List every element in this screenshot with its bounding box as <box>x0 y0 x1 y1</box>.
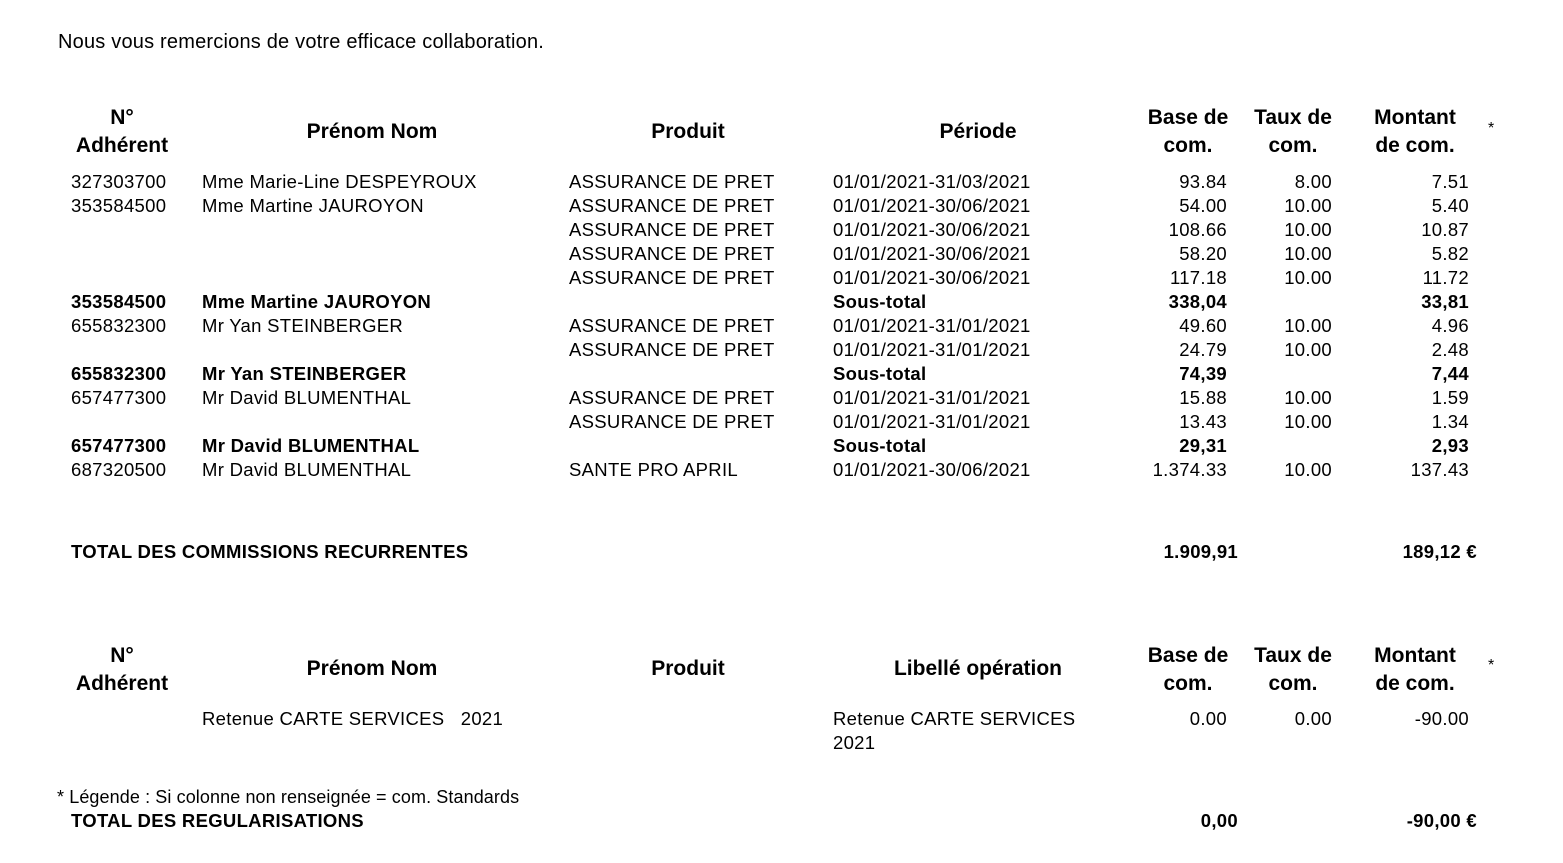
header2-base <box>1136 642 1240 698</box>
cell-montant: 7,44 <box>1431 363 1469 384</box>
cell-taux: 10.00 <box>1284 219 1332 240</box>
cell-base: 74,39 <box>1179 363 1227 384</box>
total-regularisations-base: 0,00 <box>1200 810 1238 831</box>
header-taux <box>1243 104 1343 160</box>
cell-taux: 8.00 <box>1294 171 1332 192</box>
cell-produit: SANTE PRO APRIL <box>569 459 738 480</box>
header-base-line1: Base de <box>1147 106 1229 129</box>
legend-text: * Légende : Si colonne non renseignée = com. Standards <box>57 787 520 807</box>
cell-base: 338,04 <box>1168 291 1227 312</box>
cell-produit: ASSURANCE DE PRET <box>569 195 775 216</box>
cell-base: 24.79 <box>1179 339 1227 360</box>
header2-montant-line1: Montant <box>1374 644 1456 667</box>
cell-base: 117.18 <box>1169 267 1227 288</box>
reg-taux: 0.00 <box>1294 708 1332 729</box>
cell-taux: 10.00 <box>1284 387 1332 408</box>
cell-nom: Mr Yan STEINBERGER <box>202 315 404 336</box>
cell-produit: ASSURANCE DE PRET <box>569 339 775 360</box>
cell-base: 29,31 <box>1179 435 1227 456</box>
cell-produit: ASSURANCE DE PRET <box>569 267 775 288</box>
cell-taux: 10.00 <box>1284 411 1332 432</box>
reg-nom: Retenue CARTE SERVICES 2021 <box>202 708 504 729</box>
cell-taux: 10.00 <box>1284 459 1332 480</box>
cell-montant: 5.82 <box>1431 243 1469 264</box>
cell-adherent: 687320500 <box>71 459 167 480</box>
cell-adherent: 655832300 <box>71 315 167 336</box>
header-adherent-line2: Adhérent <box>75 134 169 157</box>
cell-montant: 10.87 <box>1421 219 1469 240</box>
header-produit: Produit <box>651 120 725 143</box>
header-montant <box>1360 104 1470 160</box>
cell-adherent: 657477300 <box>71 435 167 456</box>
header2-nom: Prénom Nom <box>306 657 438 680</box>
cell-base: 54.00 <box>1179 195 1227 216</box>
cell-nom: Mme Martine JAUROYON <box>202 291 432 312</box>
header-adherent-line1: N° <box>110 106 134 129</box>
header2-base-line2: com. <box>1163 672 1213 695</box>
cell-taux: 10.00 <box>1284 243 1332 264</box>
reg-libelle <box>833 707 1075 755</box>
cell-montant: 1.59 <box>1431 387 1469 408</box>
cell-produit: ASSURANCE DE PRET <box>569 219 775 240</box>
reg-libelle-line2: 2021 <box>833 732 876 753</box>
header-base <box>1136 104 1240 160</box>
cell-produit: ASSURANCE DE PRET <box>569 243 775 264</box>
header2-produit: Produit <box>651 657 725 680</box>
cell-nom: Mme Martine JAUROYON <box>202 195 424 216</box>
cell-montant: 5.40 <box>1431 195 1469 216</box>
cell-base: 15.88 <box>1179 387 1227 408</box>
header-taux-line2: com. <box>1268 134 1318 157</box>
cell-produit: ASSURANCE DE PRET <box>569 387 775 408</box>
cell-periode: 01/01/2021-30/06/2021 <box>833 267 1031 288</box>
cell-base: 1.374.33 <box>1152 459 1227 480</box>
cell-taux: 10.00 <box>1284 267 1332 288</box>
cell-periode: 01/01/2021-30/06/2021 <box>833 459 1031 480</box>
reg-montant: -90.00 <box>1414 708 1469 729</box>
header-periode: Période <box>939 120 1017 143</box>
cell-nom: Mme Marie-Line DESPEYROUX <box>202 171 477 192</box>
cell-produit: ASSURANCE DE PRET <box>569 315 775 336</box>
cell-montant: 4.96 <box>1431 315 1469 336</box>
cell-periode: 01/01/2021-30/06/2021 <box>833 219 1031 240</box>
total-regularisations-label: TOTAL DES REGULARISATIONS <box>71 810 364 831</box>
total-recurrentes-montant: 189,12 € <box>1402 541 1477 562</box>
header2-libelle: Libellé opération <box>893 657 1063 680</box>
header2-base-line1: Base de <box>1147 644 1229 667</box>
cell-adherent: 327303700 <box>71 171 167 192</box>
header-montant-line2: de com. <box>1375 134 1455 157</box>
cell-taux: 10.00 <box>1284 339 1332 360</box>
cell-montant: 2,93 <box>1431 435 1469 456</box>
header-adherent <box>62 104 182 160</box>
cell-base: 49.60 <box>1179 315 1227 336</box>
cell-periode: Sous-total <box>833 363 927 384</box>
cell-periode: Sous-total <box>833 291 927 312</box>
header-taux-line1: Taux de <box>1254 106 1332 129</box>
reg-libelle-line1: Retenue CARTE SERVICES <box>833 708 1076 729</box>
total-recurrentes-base: 1.909,91 <box>1163 541 1238 562</box>
cell-adherent: 657477300 <box>71 387 167 408</box>
cell-base: 58.20 <box>1179 243 1227 264</box>
cell-adherent: 655832300 <box>71 363 167 384</box>
reg-base: 0.00 <box>1189 708 1227 729</box>
cell-nom: Mr David BLUMENTHAL <box>202 435 420 456</box>
total-regularisations-montant: -90,00 € <box>1406 810 1477 831</box>
header2-montant <box>1360 642 1470 698</box>
cell-periode: Sous-total <box>833 435 927 456</box>
intro-text: Nous vous remercions de votre efficace collaboration. <box>58 31 545 53</box>
cell-periode: 01/01/2021-31/01/2021 <box>833 387 1031 408</box>
cell-montant: 33,81 <box>1421 291 1469 312</box>
cell-nom: Mr Yan STEINBERGER <box>202 363 407 384</box>
cell-produit: ASSURANCE DE PRET <box>569 171 775 192</box>
cell-periode: 01/01/2021-31/01/2021 <box>833 339 1031 360</box>
header-montant-line1: Montant <box>1374 106 1456 129</box>
total-recurrentes-label: TOTAL DES COMMISSIONS RECURRENTES <box>71 541 469 562</box>
header2-adherent-line1: N° <box>110 644 134 667</box>
header-nom: Prénom Nom <box>306 120 438 143</box>
cell-montant: 137.43 <box>1410 459 1469 480</box>
cell-montant: 1.34 <box>1431 411 1469 432</box>
cell-adherent: 353584500 <box>71 291 167 312</box>
cell-nom: Mr David BLUMENTHAL <box>202 387 412 408</box>
header2-taux-line2: com. <box>1268 672 1318 695</box>
cell-montant: 11.72 <box>1422 267 1469 288</box>
header2-adherent <box>62 642 182 698</box>
cell-montant: 7.51 <box>1431 171 1469 192</box>
header2-taux <box>1243 642 1343 698</box>
cell-base: 93.84 <box>1179 171 1227 192</box>
cell-periode: 01/01/2021-31/03/2021 <box>833 171 1031 192</box>
cell-periode: 01/01/2021-31/01/2021 <box>833 315 1031 336</box>
cell-taux: 10.00 <box>1284 195 1332 216</box>
cell-produit: ASSURANCE DE PRET <box>569 411 775 432</box>
header-base-line2: com. <box>1163 134 1213 157</box>
cell-periode: 01/01/2021-31/01/2021 <box>833 411 1031 432</box>
cell-adherent: 353584500 <box>71 195 167 216</box>
cell-base: 108.66 <box>1168 219 1227 240</box>
cell-nom: Mr David BLUMENTHAL <box>202 459 412 480</box>
cell-base: 13.43 <box>1179 411 1227 432</box>
cell-montant: 2.48 <box>1431 339 1469 360</box>
cell-periode: 01/01/2021-30/06/2021 <box>833 243 1031 264</box>
header-star: * <box>1488 120 1495 137</box>
cell-taux: 10.00 <box>1284 315 1332 336</box>
header2-taux-line1: Taux de <box>1254 644 1332 667</box>
header2-adherent-line2: Adhérent <box>75 672 169 695</box>
header2-star: * <box>1488 657 1495 674</box>
cell-periode: 01/01/2021-30/06/2021 <box>833 195 1031 216</box>
header2-montant-line2: de com. <box>1375 672 1455 695</box>
